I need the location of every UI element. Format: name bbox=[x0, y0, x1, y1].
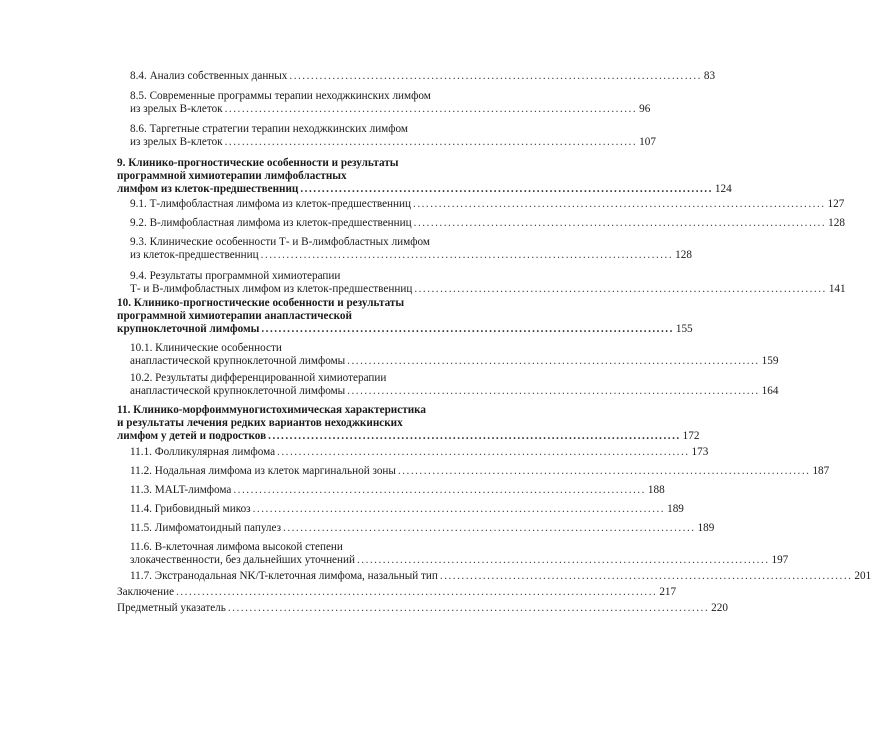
dot-leader: ................................................................................................ bbox=[439, 570, 853, 582]
dot-leader: ................................................................................................ bbox=[289, 70, 702, 82]
toc-entry-title: 11.2. Нодальная лимфома из клеток маргинальной зоны bbox=[130, 465, 396, 477]
toc-entry-title: 11.1. Фолликулярная лимфома bbox=[130, 446, 276, 458]
toc-entry-11-5[interactable] bbox=[130, 522, 715, 535]
toc-entry-11-7[interactable] bbox=[130, 570, 871, 583]
toc-entry-8-5[interactable] bbox=[130, 90, 651, 116]
toc-entry-title: Предметный указатель bbox=[117, 602, 226, 614]
toc-entry-title: 11.4. Грибовидный микоз bbox=[130, 503, 251, 515]
toc-page-number: 220 bbox=[711, 602, 728, 614]
dot-leader: ................................................................................................ bbox=[300, 183, 713, 196]
dot-leader: ................................................................................................ bbox=[413, 217, 827, 229]
toc-entry-title: 8.5. Современные программы терапии неходжкинских лимфом bbox=[130, 90, 431, 102]
toc-chapter-11[interactable] bbox=[117, 404, 700, 444]
toc-page-number: 159 bbox=[761, 355, 779, 368]
dot-leader: ................................................................................................ bbox=[260, 249, 674, 262]
dot-leader: ................................................................................................ bbox=[252, 503, 666, 515]
toc-entry-10-1[interactable] bbox=[130, 342, 779, 368]
toc-page-number: 201 bbox=[854, 570, 871, 582]
toc-entry-title-continued: Т- и В-лимфобластных лимфом из клеток-предшественниц bbox=[130, 283, 413, 296]
toc-chapter-title: 10. Клинико-прогностические особенности и результаты bbox=[117, 297, 405, 309]
toc-page-number: 155 bbox=[675, 323, 693, 336]
dot-leader: ................................................................................................ bbox=[356, 554, 770, 567]
toc-page-number: 164 bbox=[761, 385, 779, 398]
toc-chapter-title-continued: крупноклеточной лимфомы bbox=[117, 323, 260, 336]
toc-page-number: 128 bbox=[828, 217, 845, 229]
dot-leader: ................................................................................................ bbox=[268, 430, 681, 443]
toc-page-number: 124 bbox=[714, 183, 732, 196]
dot-leader: ................................................................................................ bbox=[347, 355, 760, 368]
toc-page-number: 172 bbox=[682, 430, 700, 443]
toc-entry-8-6[interactable] bbox=[130, 123, 656, 149]
dot-leader: ................................................................................................ bbox=[277, 446, 690, 458]
dot-leader: ................................................................................................ bbox=[224, 103, 638, 116]
toc-chapter-title: 11. Клинико-морфоиммуногистохимическая характеристика bbox=[117, 404, 427, 416]
toc-entry-title: 10.2. Результаты дифференцированной химиотерапии bbox=[130, 372, 387, 384]
dot-leader: ................................................................................................ bbox=[413, 198, 826, 210]
toc-entry-8-4[interactable] bbox=[130, 70, 716, 83]
dot-leader: ................................................................................................ bbox=[414, 283, 827, 296]
toc-page-number: 107 bbox=[639, 136, 656, 149]
toc-entry-conclusion[interactable] bbox=[117, 586, 677, 599]
toc-chapter-title-continued: и результаты лечения редких вариантов неходжкинских bbox=[117, 417, 403, 430]
toc-entry-9-2[interactable] bbox=[130, 217, 845, 230]
toc-page-number: 128 bbox=[675, 249, 692, 262]
toc-page-number: 127 bbox=[827, 198, 845, 210]
toc-entry-11-4[interactable] bbox=[130, 503, 684, 516]
toc-entry-title: 9.4. Результаты программной химиотерапии bbox=[130, 270, 341, 282]
dot-leader: ................................................................................................ bbox=[224, 136, 638, 149]
toc-chapter-title: 9. Клинико-прогностические особенности и результаты bbox=[117, 157, 399, 169]
toc-entry-title-continued: злокачественности, без дальнейших уточнений bbox=[130, 554, 355, 567]
toc-chapter-10[interactable] bbox=[117, 297, 693, 337]
toc-page-number: 217 bbox=[659, 586, 677, 598]
toc-entry-title: 11.7. Экстранодальная NK/T-клеточная лимфома, назальный тип bbox=[130, 570, 438, 582]
toc-page-number: 187 bbox=[812, 465, 830, 477]
dot-leader: ................................................................................................ bbox=[397, 465, 811, 477]
toc-entry-title: 8.6. Таргетные стратегии терапии неходжкинских лимфом bbox=[130, 123, 408, 135]
toc-page-number: 173 bbox=[691, 446, 709, 458]
toc-entry-title: 11.6. В-клеточная лимфома высокой степени bbox=[130, 541, 343, 553]
toc-page-number: 197 bbox=[771, 554, 789, 567]
toc-entry-title-continued: из зрелых В-клеток bbox=[130, 103, 223, 116]
toc-entry-title: 9.3. Клинические особенности Т- и В-лимфобластных лимфом bbox=[130, 236, 430, 248]
toc-chapter-title-continued: программной химиотерапии лимфобластных bbox=[117, 170, 347, 183]
toc-entry-11-3[interactable] bbox=[130, 484, 665, 497]
toc-entry-title-continued: анапластической крупноклеточной лимфомы bbox=[130, 355, 346, 368]
toc-entry-title-continued: из зрелых В-клеток bbox=[130, 136, 223, 149]
toc-entry-title: 8.4. Анализ собственных данных bbox=[130, 70, 288, 82]
toc-entry-9-4[interactable] bbox=[130, 270, 846, 296]
toc-page-number: 83 bbox=[703, 70, 716, 82]
dot-leader: ................................................................................................ bbox=[347, 385, 760, 398]
toc-entry-10-2[interactable] bbox=[130, 372, 779, 398]
toc-page-number: 188 bbox=[647, 484, 665, 496]
toc-entry-title: 11.5. Лимфоматоидный папулез bbox=[130, 522, 282, 534]
toc-chapter-title-continued: программной химиотерапии анапластической bbox=[117, 310, 352, 323]
toc-chapter-title-continued: лимфом из клеток-предшественниц bbox=[117, 183, 299, 196]
toc-entry-subject-index[interactable] bbox=[117, 602, 728, 615]
toc-entry-title: 9.2. В-лимфобластная лимфома из клеток-предшественниц bbox=[130, 217, 412, 229]
toc-entry-11-6[interactable] bbox=[130, 541, 789, 567]
dot-leader: ................................................................................................ bbox=[283, 522, 696, 534]
toc-entry-title: Заключение bbox=[117, 586, 175, 598]
toc-page-number: 189 bbox=[667, 503, 684, 515]
dot-leader: ................................................................................................................ bbox=[227, 602, 710, 614]
toc-entry-9-1[interactable] bbox=[130, 198, 845, 211]
dot-leader: ................................................................................................ bbox=[233, 484, 646, 496]
toc-entry-title-continued: из клеток-предшественниц bbox=[130, 249, 259, 262]
toc-entry-title: 9.1. Т-лимфобластная лимфома из клеток-предшественниц bbox=[130, 198, 412, 210]
toc-page-number: 96 bbox=[639, 103, 651, 116]
toc-entry-title-continued: анапластической крупноклеточной лимфомы bbox=[130, 385, 346, 398]
toc-entry-11-1[interactable] bbox=[130, 446, 709, 459]
toc-page-number: 189 bbox=[697, 522, 715, 534]
toc-entry-title: 11.3. MALT-лимфома bbox=[130, 484, 232, 496]
dot-leader: ................................................................................................................ bbox=[176, 586, 658, 598]
toc-entry-title: 10.1. Клинические особенности bbox=[130, 342, 282, 354]
toc-page-number: 141 bbox=[828, 283, 846, 296]
toc-chapter-9[interactable] bbox=[117, 157, 732, 197]
toc-chapter-title-continued: лимфом у детей и подростков bbox=[117, 430, 267, 443]
toc-entry-9-3[interactable] bbox=[130, 236, 692, 262]
dot-leader: ................................................................................................ bbox=[261, 323, 674, 336]
toc-entry-11-2[interactable] bbox=[130, 465, 830, 478]
